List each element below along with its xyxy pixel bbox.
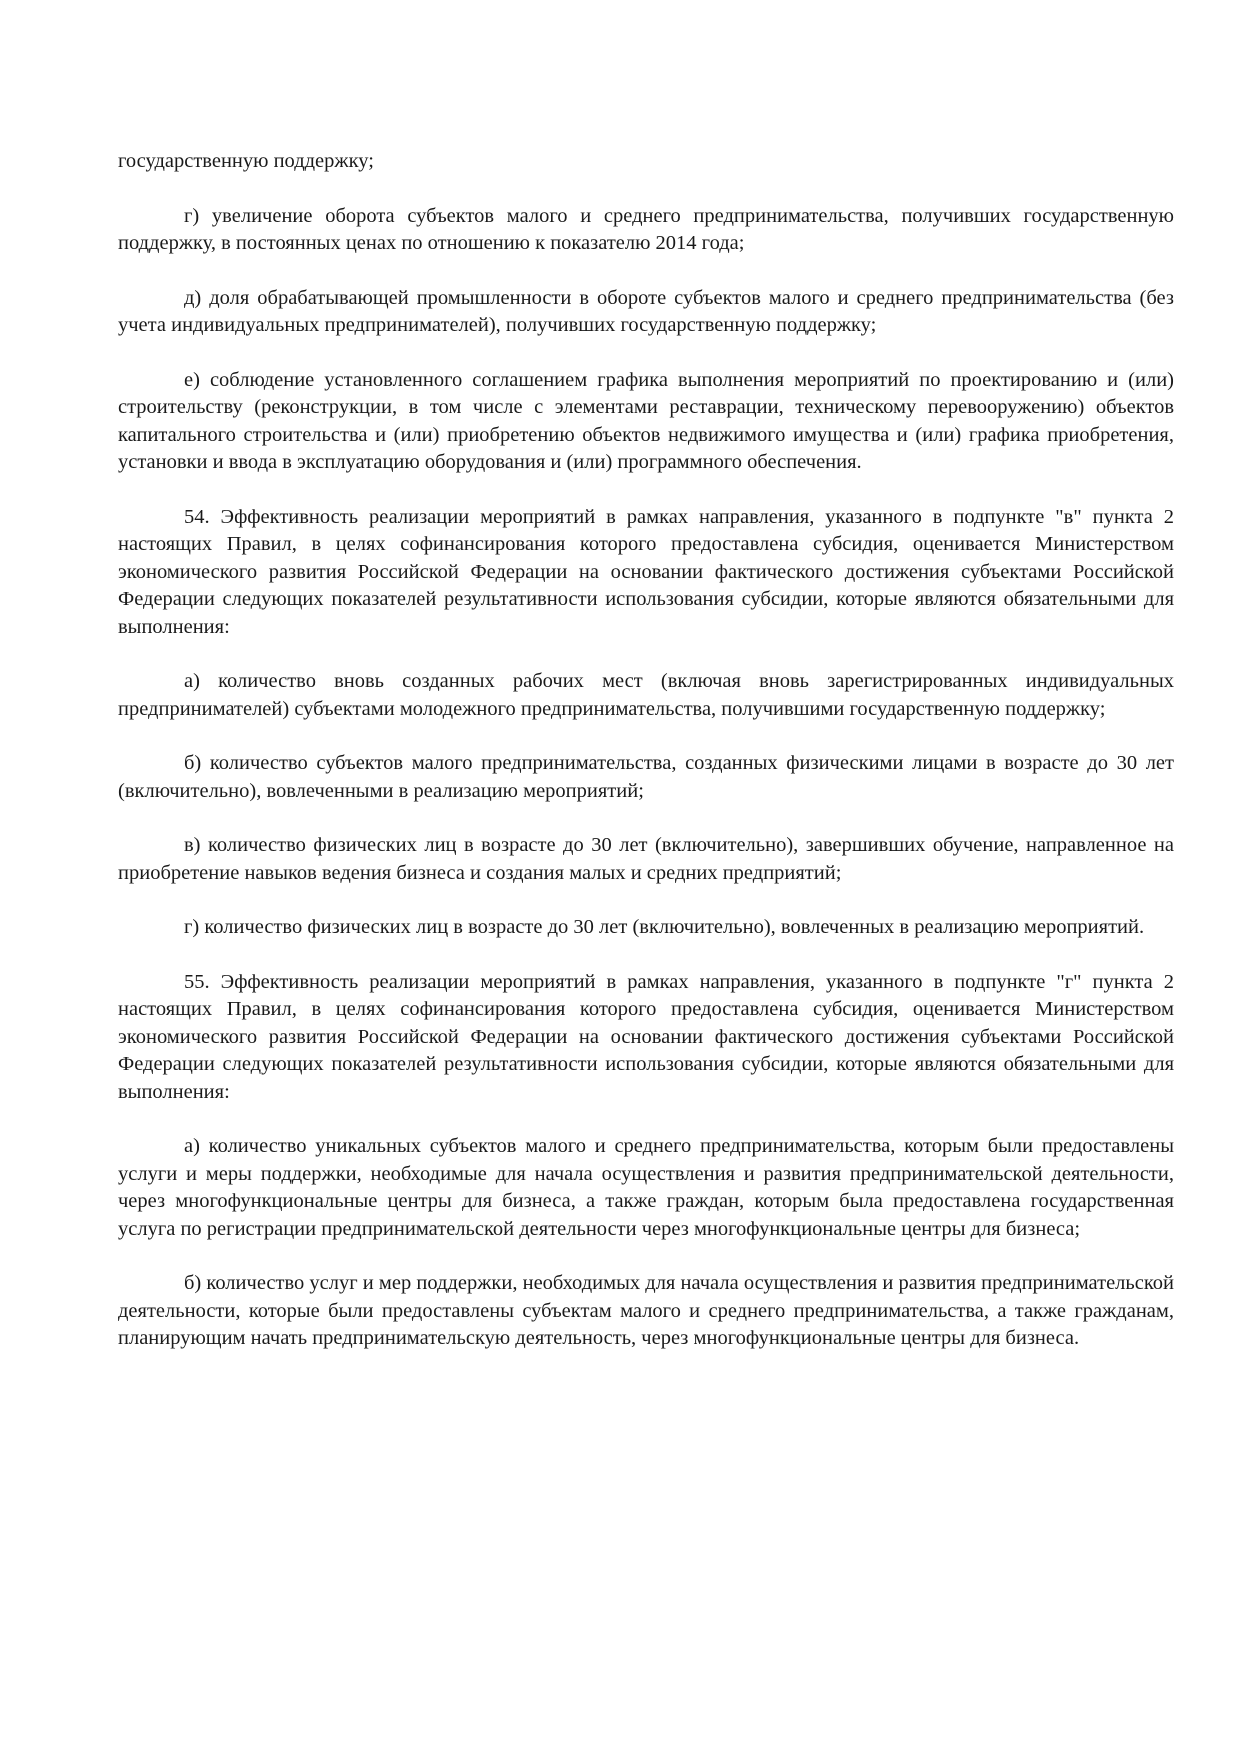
paragraph-item-g-involved-persons: г) количество физических лиц в возрасте до 30 лет (включительно), вовлеченных в реализацию мероприятий. xyxy=(184,916,1145,938)
paragraph-item-v-training: в) количество физических лиц в возрасте до 30 лет (включительно), завершивших обучение, направленное на приобретение навыков ведения бизнеса и создания малых и средних предприятий; xyxy=(118,834,1174,884)
paragraph-item-b-services-count: б) количество услуг и мер поддержки, необходимых для начала осуществления и развития предпринимательской деятельности, которые были предоставлены субъектам малого и среднего предпринимательства, а также гражданам, планирующим начать предпринимательскую деятельность, через многофункциональные центры для бизнеса. xyxy=(118,1272,1174,1349)
paragraph-item-e-schedule-compliance: е) соблюдение установленного соглашением графика выполнения мероприятий по проектированию и (или) строительству (реконструкции, в том числе с элементами реставрации, техническому перевооружению) объектов капитального строительства и (или) приобретению объектов недвижимого имущества и (или) графика приобретения, установки и ввода в эксплуатацию оборудования и (или) программного обеспечения. xyxy=(118,368,1174,473)
paragraph-clause-54: 54. Эффективность реализации мероприятий в рамках направления, указанного в подпункте "в" пункта 2 настоящих Правил, в целях софинансирования которого предоставлена субсидия, оценивается Министерством экономического развития Российской Федерации на основании фактического достижения субъектами Российской Федерации следующих показателей результативности использования субсидии, которые являются обязательными для выполнения: xyxy=(118,505,1174,638)
paragraph-continuation: государственную поддержку; xyxy=(118,150,374,172)
paragraph-item-g-turnover: г) увеличение оборота субъектов малого и среднего предпринимательства, получивших государственную поддержку, в постоянных ценах по отношению к показателю 2014 года; xyxy=(118,204,1174,254)
paragraph-item-a-new-jobs: а) количество вновь созданных рабочих мест (включая вновь зарегистрированных индивидуальных предпринимателей) субъектами молодежного предпринимательства, получившими государственную поддержку; xyxy=(118,670,1174,720)
paragraph-item-d-manufacturing-share: д) доля обрабатывающей промышленности в обороте субъектов малого и среднего предпринимательства (без учета индивидуальных предпринимателей), получивших государственную поддержку; xyxy=(118,286,1174,336)
paragraph-clause-55: 55. Эффективность реализации мероприятий в рамках направления, указанного в подпункте "г" пункта 2 настоящих Правил, в целях софинансирования которого предоставлена субсидия, оценивается Министерством экономического развития Российской Федерации на основании фактического достижения субъектами Российской Федерации следующих показателей результативности использования субсидии, которые являются обязательными для выполнения: xyxy=(118,970,1174,1103)
paragraph-item-b-youth-entities: б) количество субъектов малого предпринимательства, созданных физическими лицами в возрасте до 30 лет (включительно), вовлеченными в реализацию мероприятий; xyxy=(118,752,1174,802)
document-page xyxy=(118,148,1174,1380)
paragraph-item-a-unique-entities: а) количество уникальных субъектов малого и среднего предпринимательства, которым были предоставлены услуги и меры поддержки, необходимые для начала осуществления и развития предпринимательской деятельности, через многофункциональные центры для бизнеса, а также граждан, которым была предоставлена государственная услуга по регистрации предпринимательской деятельности через многофункциональные центры для бизнеса; xyxy=(118,1135,1174,1240)
